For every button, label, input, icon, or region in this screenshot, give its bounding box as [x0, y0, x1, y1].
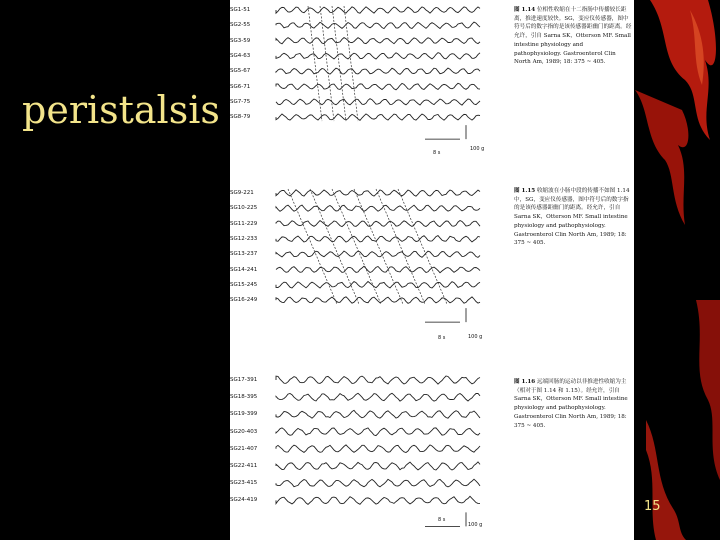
pressure-trace — [276, 496, 480, 504]
pressure-trace — [276, 376, 480, 384]
figure-1-15-force-scale: 100 g — [468, 334, 483, 340]
trace-label-sg13-237: SG13-237 — [230, 251, 258, 258]
trace-label-sg3-59: SG3-59 — [230, 37, 251, 44]
trace-label-sg2-55: SG2-55 — [230, 22, 251, 29]
figure-1-14 — [230, 0, 634, 180]
pressure-trace — [276, 83, 480, 90]
pressure-trace — [276, 251, 480, 257]
pressure-trace — [276, 428, 480, 436]
figure-1-15 — [230, 183, 634, 363]
trace-label-sg9-221: SG9-221 — [230, 190, 254, 196]
pressure-trace — [276, 221, 480, 227]
trace-label-sg12-233: SG12-233 — [230, 235, 258, 242]
figure-1-15-caption-text: 收缩波在小肠中段的传播不如图 1.14 中，SG，变应仪传感器，图中符号后的数字指的是该传感器距幽门的距离。经允许，引自 Sarna SK，Otterson MF. Small intestine physiology and pathophysiology. Gastroenterol Clin North Am, 1989; 18: 375 ~ 405. — [514, 188, 630, 247]
pressure-trace — [276, 479, 480, 487]
pressure-trace — [276, 68, 480, 74]
scanned-page — [230, 0, 634, 540]
pressure-trace — [276, 205, 480, 211]
trace-label-sg16-249: SG16-249 — [230, 297, 258, 304]
slide-title: peristalsis — [22, 88, 220, 132]
pressure-trace — [276, 410, 480, 418]
figure-1-16-caption — [514, 378, 632, 430]
pressure-trace — [276, 114, 480, 121]
trace-label-sg11-229: SG11-229 — [230, 220, 258, 227]
figure-1-14-force-scale: 100 g — [470, 146, 485, 152]
trace-label-sg22-411: SG22-411 — [230, 463, 258, 469]
page-number: 15 — [644, 499, 661, 514]
figure-1-14-caption-id: 图 1.14 — [514, 7, 536, 13]
trace-label-sg18-395: SG18-395 — [230, 394, 258, 401]
pressure-trace — [276, 445, 480, 453]
trace-label-sg15-245: SG15-245 — [230, 281, 258, 288]
figure-1-16-caption-id: 图 1.16 — [514, 379, 536, 385]
trace-label-sg21-407: SG21-407 — [230, 445, 258, 452]
pressure-trace — [276, 266, 480, 272]
figure-1-14-caption — [514, 6, 632, 67]
flame-decoration-top — [630, 0, 720, 230]
figure-1-14-caption-text: 位相性收缩在十二指肠中传播较长距离，推进速度较快。SG，变应仪传感器，图中符号后的数字指的是该传感器距幽门的距离。经允许，引自 Sarna SK，Otterson MF. Small intestine physiology and pathophysiology. Gastroenterol Clin North Am, 1989; 18: 375 ~ 405. — [514, 7, 632, 66]
trace-label-sg5-67: SG5-67 — [230, 68, 251, 75]
figure-1-15-caption — [514, 187, 632, 248]
propagation-line — [288, 189, 337, 304]
figure-1-16-force-scale: 100 g — [468, 522, 483, 528]
figure-1-14-time-scale: 8 s — [433, 150, 441, 156]
trace-label-sg17-391: SG17-391 — [230, 377, 258, 383]
figure-1-14-traces — [230, 0, 510, 170]
trace-label-sg19-399: SG19-399 — [230, 411, 258, 418]
pressure-trace — [276, 53, 480, 60]
figure-1-16-time-scale: 8 s — [438, 517, 446, 523]
figure-1-15-time-scale: 8 s — [438, 335, 446, 341]
figure-1-16-caption-text: 远端回肠的运动以非推进性收缩为主（相对于图 1.14 和 1.15）。经允许，引自 Sarna SK，Otterson MF. Small intestine physiology and pathophysiology. Gastroenterol Clin North Am, 1989; 18: 375 ~ 405. — [514, 379, 628, 429]
trace-label-sg23-415: SG23-415 — [230, 480, 258, 487]
figure-1-16-traces — [230, 372, 510, 540]
pressure-trace — [276, 22, 480, 29]
pressure-trace — [276, 99, 480, 105]
figure-1-15-caption-id: 图 1.15 — [514, 188, 536, 194]
trace-label-sg10-225: SG10-225 — [230, 205, 258, 212]
propagation-line — [308, 6, 322, 121]
pressure-trace — [276, 297, 480, 304]
pressure-trace — [276, 462, 480, 470]
figure-1-16 — [230, 372, 634, 540]
trace-label-sg24-419: SG24-419 — [230, 497, 258, 504]
trace-label-sg1-51: SG1-51 — [230, 7, 251, 13]
figure-1-15-traces — [230, 183, 510, 353]
trace-label-sg4-63: SG4-63 — [230, 52, 251, 59]
pressure-trace — [276, 393, 480, 401]
trace-label-sg7-75: SG7-75 — [230, 98, 251, 105]
trace-label-sg14-241: SG14-241 — [230, 266, 258, 273]
pressure-trace — [276, 7, 480, 13]
pressure-trace — [276, 38, 480, 44]
trace-label-sg20-403: SG20-403 — [230, 428, 258, 435]
pressure-trace — [276, 282, 480, 289]
trace-label-sg6-71: SG6-71 — [230, 83, 251, 90]
trace-label-sg8-79: SG8-79 — [230, 114, 251, 121]
pressure-trace — [276, 236, 480, 243]
